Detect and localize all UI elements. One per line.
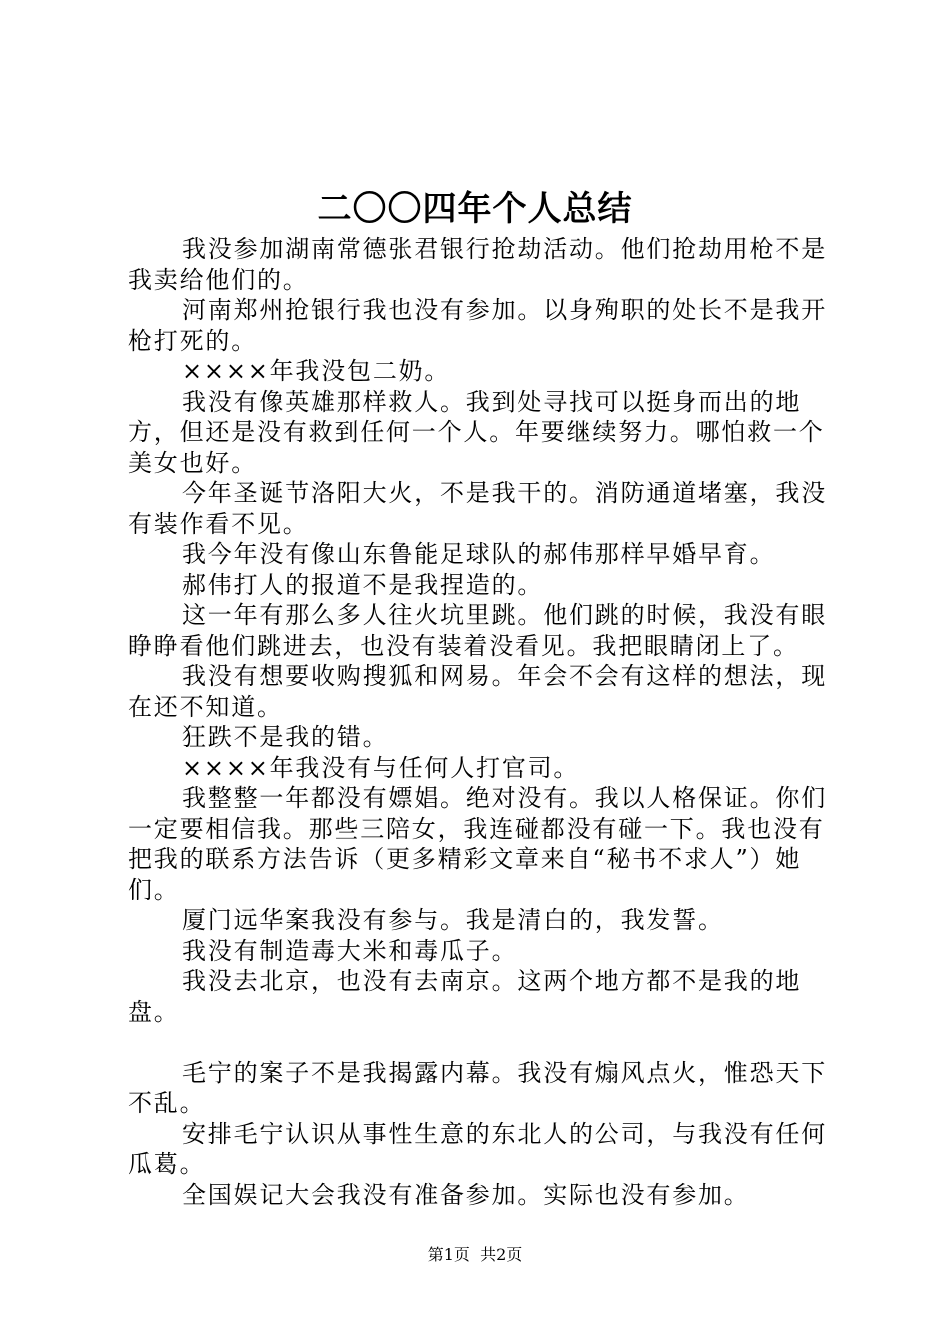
paragraph: 厦门远华案我没有参与。我是清白的，我发誓。 [182,906,724,934]
page-title: 二〇〇四年个人总结 [317,189,633,229]
paragraph: 我没有想要收购搜狐和网易。年会不会有这样的想法，现在还不知道。 [128,662,827,721]
paragraph: 今年圣诞节洛阳大火，不是我干的。消防通道堵塞，我没有装作看不见。 [128,479,827,538]
paragraph: 全国娱记大会我没有准备参加。实际也没有参加。 [182,1180,750,1209]
paragraph: 我整整一年都没有嫖娼。绝对没有。我以人格保证。你们一定要相信我。那些三陪女，我连碰都没有碰一下。我也没有把我的联系方法告诉（更多精彩文章来自“秘书不求人”）她们。 [128,784,827,904]
paragraph: 我没去北京，也没有去南京。这两个地方都不是我的地盘。 [128,967,802,1026]
paragraph: 我没有像英雄那样救人。我到处寻找可以挺身而出的地方，但还是没有救到任何一个人。年要继续努力。哪怕救一个美女也好。 [128,387,825,477]
page-number: 第1页 共2页 [427,1245,523,1264]
paragraph: 毛宁的案子不是我揭露内幕。我没有煽风点火，惟恐天下不乱。 [128,1058,827,1117]
paragraph: 这一年有那么多人往火坑里跳。他们跳的时候，我没有眼睁睁看他们跳进去，也没有装着没看见。我把眼睛闭上了。 [128,601,827,660]
paragraph: 我没参加湖南常德张君银行抢劫活动。他们抢劫用枪不是我卖给他们的。 [128,235,827,294]
paragraph: 狂跌不是我的错。 [182,723,389,751]
paragraph: 郝伟打人的报道不是我捏造的。 [182,570,544,599]
page-footer [0,1244,950,1266]
paragraph: ××××年我没包二奶。 [182,357,451,385]
paragraph: ××××年我没有与任何人打官司。 [182,753,580,782]
paragraph: 我今年没有像山东鲁能足球队的郝伟那样早婚早育。 [182,540,776,568]
paragraph: 河南郑州抢银行我也没有参加。以身殉职的处长不是我开枪打死的。 [128,296,827,355]
paragraph: 安排毛宁认识从事性生意的东北人的公司，与我没有任何瓜葛。 [128,1119,827,1178]
paragraph: 我没有制造毒大米和毒瓜子。 [182,936,518,965]
document-body [128,234,840,1210]
